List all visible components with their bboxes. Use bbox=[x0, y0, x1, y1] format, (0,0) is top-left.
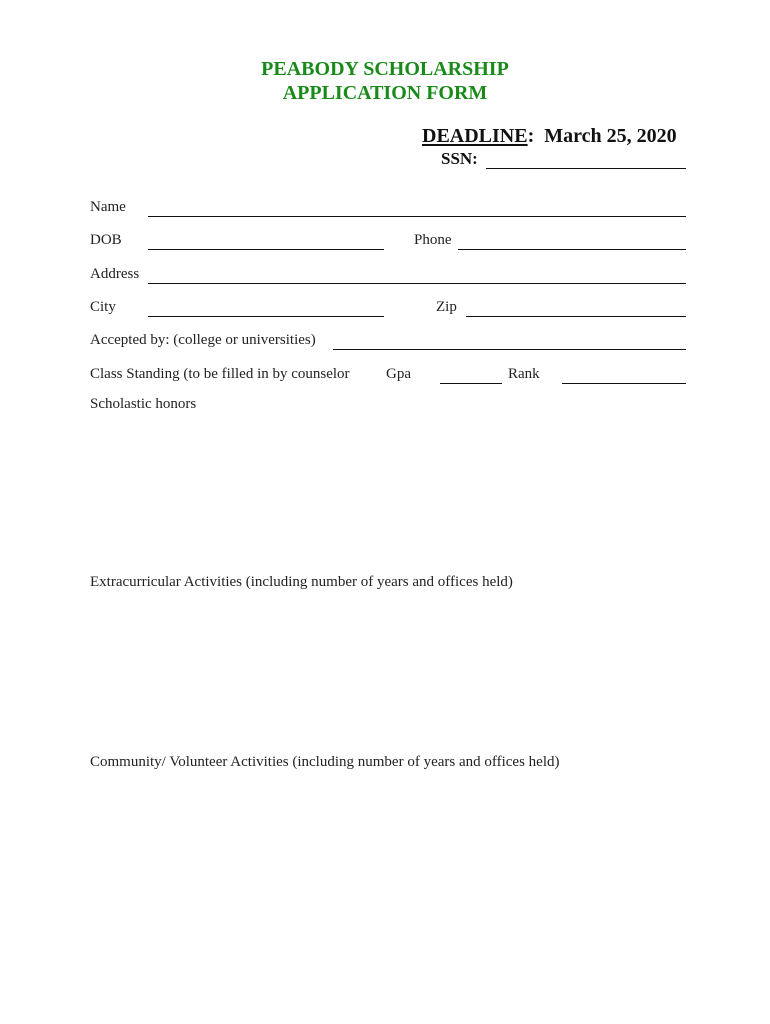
zip-field-line[interactable] bbox=[466, 316, 686, 317]
address-field-line[interactable] bbox=[148, 283, 686, 284]
form-title-line2: APPLICATION FORM bbox=[282, 82, 488, 104]
dob-field-line[interactable] bbox=[148, 249, 384, 250]
accepted-by-field-line[interactable] bbox=[333, 349, 686, 350]
deadline-label: DEADLINE bbox=[422, 125, 528, 147]
phone-field-line[interactable] bbox=[458, 249, 686, 250]
city-field-line[interactable] bbox=[148, 316, 384, 317]
rank-field-line[interactable] bbox=[562, 383, 686, 384]
gpa-field-line[interactable] bbox=[440, 383, 502, 384]
ssn-label: SSN: bbox=[441, 149, 478, 168]
zip-label: Zip bbox=[436, 299, 457, 315]
phone-label: Phone bbox=[414, 232, 452, 248]
extracurricular-heading: Extracurricular Activities (including number of years and offices held) bbox=[90, 574, 513, 590]
gpa-label: Gpa bbox=[386, 366, 411, 382]
name-label: Name bbox=[90, 199, 126, 215]
form-title-line1: PEABODY SCHOLARSHIP bbox=[261, 58, 509, 80]
class-standing-label: Class Standing (to be filled in by counselor bbox=[90, 366, 350, 382]
rank-label: Rank bbox=[508, 366, 540, 382]
dob-label: DOB bbox=[90, 232, 122, 248]
address-label: Address bbox=[90, 266, 140, 282]
city-label: City bbox=[90, 299, 116, 315]
scholastic-honors-heading: Scholastic honors bbox=[90, 396, 197, 412]
community-heading: Community/ Volunteer Activities (including number of years and offices held) bbox=[90, 754, 560, 770]
deadline: DEADLINE: March 25, 2020 bbox=[422, 125, 677, 147]
name-field-line[interactable] bbox=[148, 216, 686, 217]
ssn-field-line[interactable] bbox=[486, 168, 686, 169]
accepted-by-label: Accepted by: (college or universities) bbox=[90, 332, 316, 348]
deadline-date: March 25, 2020 bbox=[544, 125, 677, 147]
